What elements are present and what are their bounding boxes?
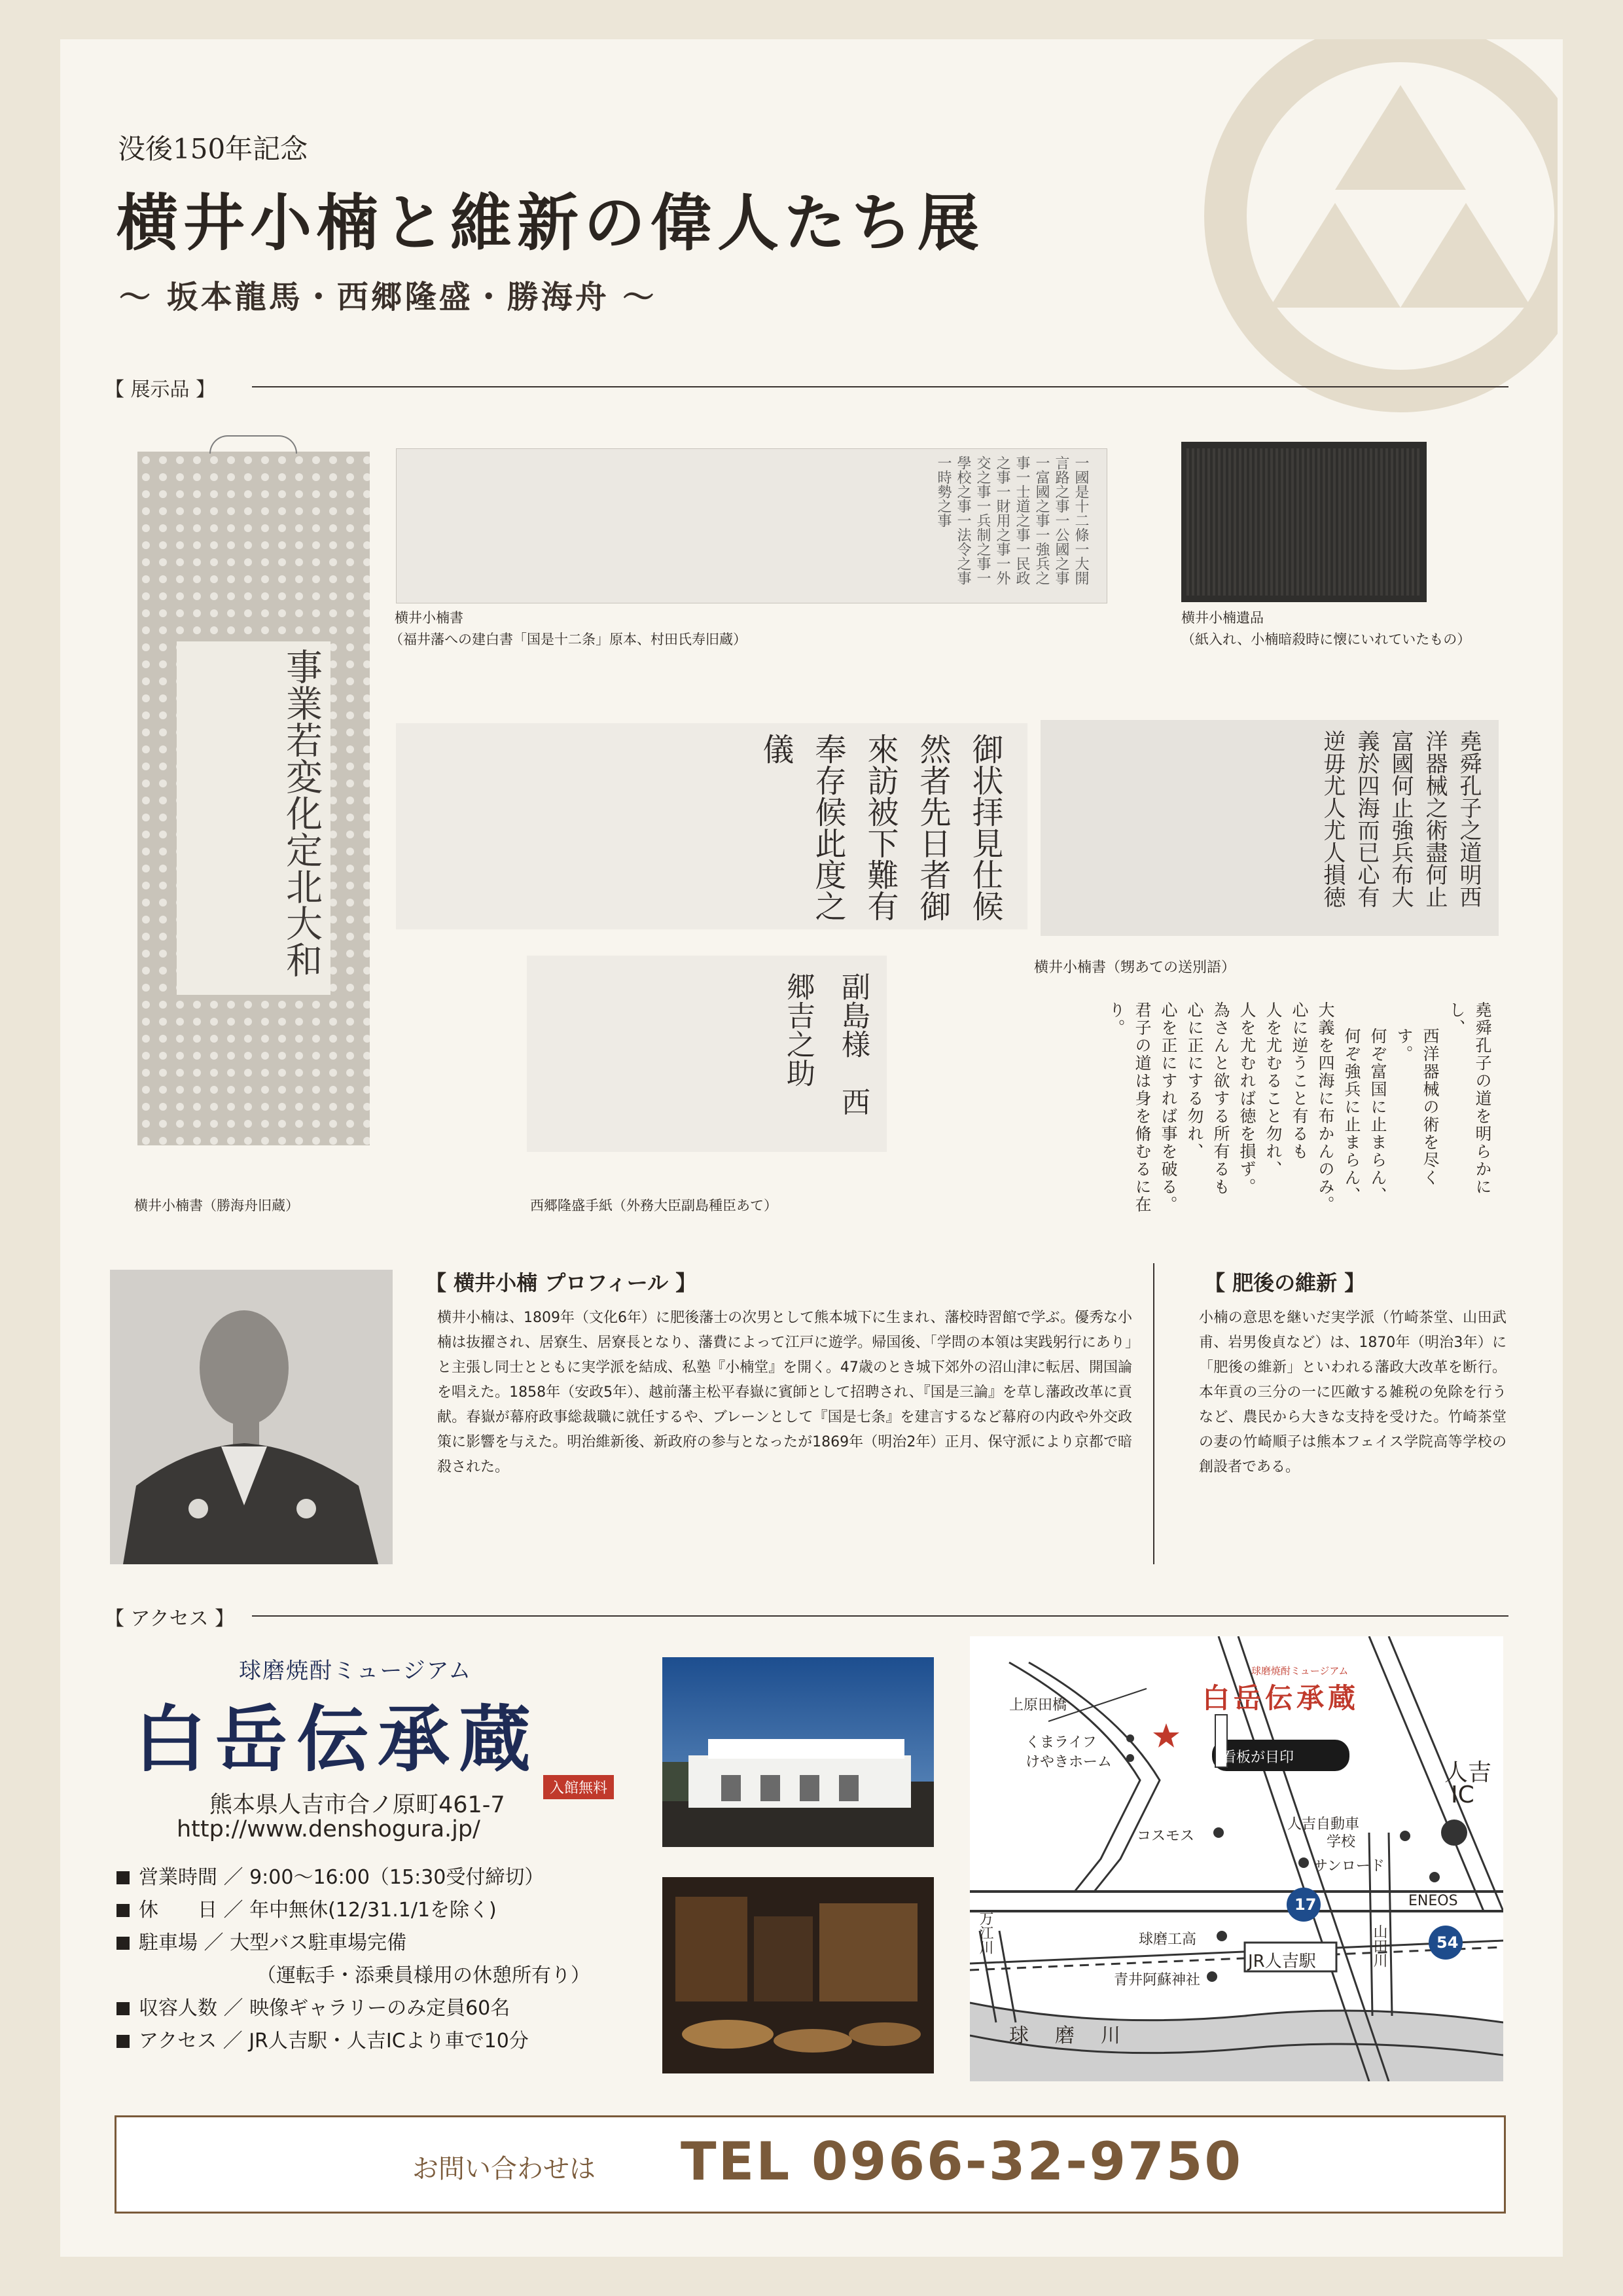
map-sign-label: 看板が目印 [1222, 1749, 1294, 1766]
map-label-ic-2: IC [1451, 1782, 1474, 1808]
hanging-scroll-image [137, 452, 370, 1145]
info-row-holiday: 休 日 ／ 年中無休(12/31.1/1を除く) [116, 1893, 497, 1922]
wallet-relic-image [1181, 442, 1427, 602]
relic-caption-title: 横井小楠遺品 [1181, 610, 1264, 626]
section-heading-access: 【 アクセス 】 [105, 1607, 235, 1630]
farewell-line: 人を尤むれば徳を損ず。 [1238, 1001, 1257, 1196]
letter-script: 御状拝見仕候然者先日者御來訪被下難有奉存候此度之儀 [757, 733, 1003, 922]
family-crest-watermark [1204, 39, 1558, 458]
route-17-marker: 17 [1294, 1895, 1317, 1914]
museum-address: 熊本県人吉市合ノ原町461-7 [209, 1792, 505, 1818]
info-row-parking: 駐車場 ／ 大型バス駐車場完備 [116, 1926, 406, 1955]
map-label-kumakou: 球磨工高 [1139, 1931, 1197, 1948]
museum-interior-photo [662, 1877, 934, 2073]
map-museum-logo: 白岳伝承蔵 [1202, 1682, 1360, 1714]
farewell-line: 心を正にすれば事を破る。 [1159, 1001, 1178, 1213]
museum-exterior-photo [662, 1657, 934, 1847]
bullet-square-icon [116, 1937, 130, 1950]
saigo-letter-end-image [527, 956, 887, 1152]
document-script: 一國是十二條一大開言路之事一公國之事一富國之事一強兵之事一士道之事一民政之事一財用之事一外交之事一兵制之事一學校之事一法令之事一時勢之事 [935, 456, 1089, 585]
exhibition-subtitle: ～ 坂本龍馬・西郷隆盛・勝海舟 ～ [119, 279, 657, 315]
farewell-line: 何ぞ富国に止まらん、 [1368, 1028, 1387, 1204]
section-divider [252, 1615, 1508, 1617]
info-label: 休 日 [139, 1899, 217, 1922]
info-row-capacity: 収容人数 ／ 映像ギャラリーのみ定員60名 [116, 1992, 510, 2020]
kokuze-caption-detail: （福井藩への建白書「国是十二条」原本、村田氏寿旧蔵） [389, 632, 747, 647]
route-54-marker: 54 [1436, 1933, 1459, 1952]
map-label-mannose-river: 万江川 [977, 1911, 993, 1954]
map-label-kumalife: くまライフ [1026, 1734, 1097, 1751]
map-label-aoi-shrine: 青井阿蘇神社 [1114, 1972, 1201, 1988]
museum-logo-wordmark: 白岳伝承蔵 [134, 1697, 540, 1782]
farewell-line: 大義を四海に布かんのみ。 [1316, 1001, 1335, 1213]
kokuze-caption-title: 横井小楠書 [395, 610, 463, 626]
farewell-line: 人を尤むること勿れ、 [1264, 1001, 1283, 1178]
free-admission-badge: 入館無料 [543, 1775, 614, 1799]
map-label-driving-school: 人吉自動車 [1287, 1816, 1360, 1833]
farewell-calligraphy-image [1041, 720, 1499, 936]
profile-text: 横井小楠は、1809年（文化6年）に肥後藩士の次男として熊本城下に生まれ、藩校時習館で学ぶ。優秀な小楠は抜擢され、居寮生、居寮長となり、藩費によって江戸に遊学。帰国後、「学問の本領は実践躬行にあり」と主張し同士とともに実学派を結成、私塾『小楠堂』を開く。47歳のとき城下郊外の沼山津に転居、開国論を唱えた。1858年（安政5年）、越前藩主松平春嶽に賓師として招聘され、『国是三論』を草し藩政改革に貢献。春嶽が幕府政事総裁職に就任するや、ブレーンとして『国是七条』を建言するなど幕府の内政や外交政策に影響を与えた。明治維新後、新政府の参与となったが1869年（明治2年）正月、保守派により京都で暗殺された。 [437, 1310, 1132, 1475]
farewell-line: 堯舜孔子の道を明らかにし、 [1447, 1001, 1492, 1196]
profile-heading: 【 横井小楠 プロフィール 】 [425, 1270, 697, 1295]
info-value: 年中無休(12/31.1/1を除く) [249, 1899, 497, 1922]
bullet-square-icon [116, 1904, 130, 1917]
access-map [970, 1636, 1503, 2081]
farewell-line: 心に正にする勿れ、 [1185, 1001, 1204, 1160]
higo-heading: 【 肥後の維新 】 [1204, 1270, 1366, 1295]
map-label-station: JR人吉駅 [1248, 1952, 1316, 1971]
map-label-driving-school-2: 学校 [1327, 1834, 1356, 1850]
farewell-line: 君子の道は身を脩むるに在り。 [1107, 1001, 1152, 1213]
map-label-kamiharada: 上原田橋 [1009, 1697, 1067, 1713]
farewell-line: 心に逆うこと有るも [1290, 1001, 1309, 1160]
map-label-sunroad: サンロード [1313, 1858, 1385, 1874]
scroll-hanging-cord [209, 435, 297, 454]
museum-tagline: 球磨焼酎ミュージアム [239, 1658, 473, 1684]
map-label-yamada-river: 山田川 [1371, 1924, 1387, 1967]
map-label-keyaki: けやきホーム [1026, 1754, 1113, 1770]
farewell-caption: 横井小楠書（甥あての送別語） [1034, 960, 1236, 976]
farewell-line: 何ぞ強兵に止まらん、 [1342, 1028, 1361, 1204]
info-value: 9:00～16:00（15:30受付締切） [249, 1866, 544, 1889]
info-label: 収容人数 [139, 1997, 217, 2020]
map-label-eneos: ENEOS [1408, 1893, 1458, 1909]
contact-lead: お問い合わせは [412, 2154, 596, 2184]
contact-phone[interactable]: TEL 0966-32-9750 [681, 2131, 1243, 2192]
section-divider [252, 386, 1508, 387]
info-value: JR人吉駅・人吉ICより車で10分 [249, 2030, 529, 2053]
info-label: アクセス [139, 2030, 217, 2053]
exhibition-title: 横井小楠と維新の偉人たち展 [116, 187, 985, 259]
farewell-script: 堯舜孔子之道明西洋器械之術盡何止富國何止強兵布大義於四海而已心有逆毋尤人尤人損徳 [1319, 730, 1482, 908]
scroll-calligraphy: 事業若変化定北大和 [280, 648, 323, 978]
info-value: （運転手・添乗員様用の休憩所有り） [257, 1964, 590, 1987]
info-row-hours: 営業時間 ／ 9:00～16:00（15:30受付締切） [116, 1861, 544, 1890]
section-heading-exhibits: 【 展示品 】 [105, 378, 216, 401]
bullet-square-icon [116, 2035, 130, 2048]
info-label: 営業時間 [139, 1866, 217, 1889]
kokuze-document-image [396, 448, 1107, 603]
anniversary-kicker: 没後150年記念 [118, 133, 308, 165]
saigo-letter-caption: 西郷隆盛手紙（外務大臣副島種臣あて） [530, 1198, 777, 1213]
bullet-square-icon [116, 1871, 130, 1884]
map-label-cosmos: コスモス [1137, 1828, 1195, 1844]
map-label-ic-1: 人吉 [1444, 1759, 1492, 1786]
bullet-square-icon [116, 2002, 130, 2015]
yokoi-portrait-photo [110, 1270, 393, 1564]
column-divider [1153, 1263, 1154, 1564]
letter-end-script: 副島様 西郷吉之助 [781, 972, 870, 1116]
info-row-access: アクセス ／ JR人吉駅・人吉ICより車で10分 [116, 2024, 529, 2053]
museum-website-link[interactable]: http://www.denshogura.jp/ [177, 1816, 480, 1842]
info-value: 大型バス駐車場完備 [230, 1931, 407, 1954]
scroll-caption: 横井小楠書（勝海舟旧蔵） [134, 1198, 299, 1213]
map-label-kuma-river: 球磨川 [1009, 2024, 1147, 2047]
info-value: 映像ギャラリーのみ定員60名 [249, 1997, 510, 2020]
higo-text: 小楠の意思を継いだ実学派（竹崎茶堂、山田武甫、岩男俊貞など）は、1870年（明治3年）に「肥後の維新」といわれる藩政大改革を断行。本年貢の三分の一に匹敵する雑税の免除を行うなど、農民から大きな支持を受けた。竹崎茶堂の妻の竹崎順子は熊本フェイス学院高等学校の創設者である。 [1199, 1310, 1507, 1475]
relic-caption-detail: （紙入れ、小楠暗殺時に懐にいれていたもの） [1181, 632, 1471, 647]
farewell-line: 西洋器械の術を尽くす。 [1395, 1028, 1440, 1187]
saigo-letter-image [396, 723, 1027, 929]
farewell-line: 為さんと欲する所有るも [1211, 1001, 1230, 1196]
map-museum-tagline: 球磨焼酎ミュージアム [1251, 1665, 1349, 1677]
info-row-parking-note [257, 1959, 590, 1988]
farewell-translation [1050, 1001, 1495, 1217]
info-label: 駐車場 [139, 1931, 198, 1954]
